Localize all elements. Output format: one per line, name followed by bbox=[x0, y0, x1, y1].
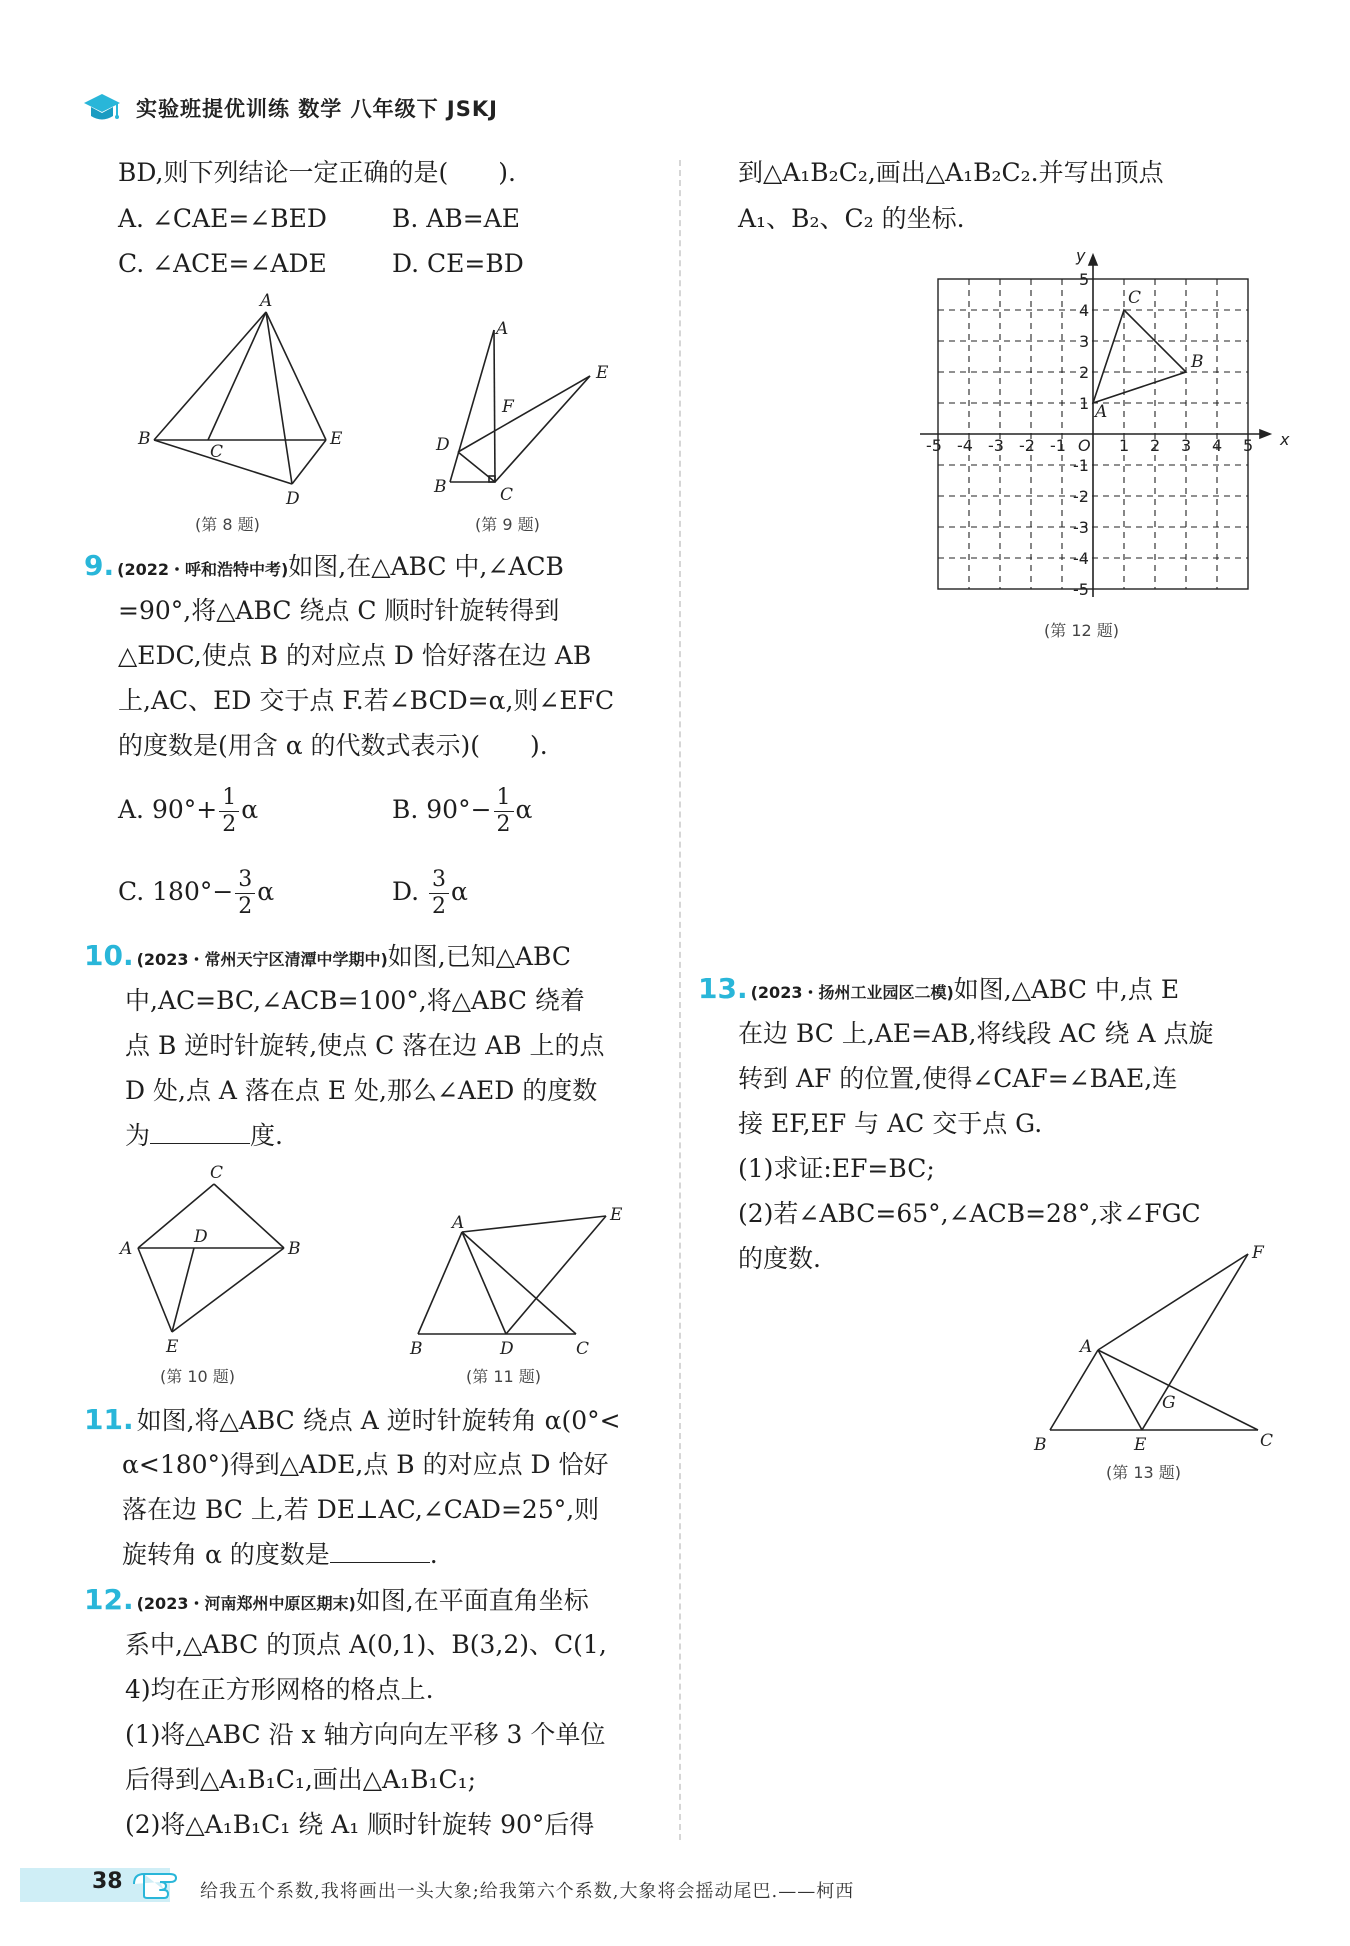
fig8-label-d: D bbox=[286, 489, 300, 509]
q9-option-d: D. $\frac{3}{2}$ α bbox=[392, 867, 468, 919]
q9-line-5: 的度数是(用含 α 的代数式表示)( ). bbox=[118, 731, 548, 760]
x-tick-label: -5 bbox=[926, 436, 942, 455]
answer-blank bbox=[330, 1534, 430, 1563]
y-tick-label: 2 bbox=[1079, 363, 1090, 382]
q9-option-b: B. 90°− $\frac{1}{2}$ α bbox=[392, 785, 533, 837]
fraction: $\frac{3}{2}$ bbox=[235, 867, 255, 920]
q13-line-4: 接 EF,EF 与 AC 交于点 G. bbox=[738, 1109, 1043, 1138]
q13-line-2: 在边 BC 上,AE=AB,将线段 AC 绕 A 点旋 bbox=[738, 1019, 1214, 1048]
q12-line-3: 4)均在正方形网格的格点上. bbox=[125, 1675, 434, 1704]
q11-line-3: 落在边 BC 上,若 DE⊥AC,∠CAD=25°,则 bbox=[122, 1495, 600, 1524]
fig11-caption: (第 11 题) bbox=[466, 1367, 542, 1386]
q9-line-1: 9. (2022・呼和浩特中考)如图,在△ABC 中,∠ACB bbox=[84, 549, 564, 582]
q10-line-5: 为 度. bbox=[125, 1113, 283, 1159]
page-number: 38 bbox=[92, 1869, 123, 1894]
x-tick-label: -3 bbox=[988, 436, 1004, 455]
q13-line-6: (2)若∠ABC=65°,∠ACB=28°,求∠FGC bbox=[738, 1199, 1201, 1228]
q12-right-line-1: 到△A₁B₂C₂,画出△A₁B₂C₂.并写出顶点 bbox=[738, 158, 1164, 187]
q9-line-3: △EDC,使点 B 的对应点 D 恰好落在边 AB bbox=[118, 641, 592, 670]
fig13-label-a: A bbox=[1080, 1337, 1093, 1357]
answer-blank bbox=[150, 1115, 250, 1144]
y-tick-label: -3 bbox=[1073, 518, 1089, 537]
book-title: 实验班提优训练 数学 八年级下 JSKJ bbox=[136, 97, 498, 121]
x-tick-label: 1 bbox=[1119, 436, 1130, 455]
fig9-label-a: A bbox=[496, 319, 509, 339]
y-tick-label: 3 bbox=[1079, 332, 1090, 351]
fig9-label-f: F bbox=[502, 397, 514, 417]
q9-line-4: 上,AC、ED 交于点 F.若∠BCD=α,则∠EFC bbox=[118, 686, 615, 715]
fig9-caption: (第 9 题) bbox=[475, 515, 540, 534]
fig10-label-a: A bbox=[120, 1239, 133, 1259]
fraction: $\frac{1}{2}$ bbox=[219, 785, 239, 838]
q12-line-4: (1)将△ABC 沿 x 轴方向向左平移 3 个单位 bbox=[125, 1720, 606, 1749]
q13-line-7: 的度数. bbox=[738, 1244, 821, 1273]
fraction: $\frac{1}{2}$ bbox=[494, 785, 514, 838]
x-tick-label: -1 bbox=[1050, 436, 1066, 455]
y-tick-label: -4 bbox=[1073, 549, 1089, 568]
fig13-label-g: G bbox=[1162, 1393, 1176, 1413]
x-tick-label: -2 bbox=[1019, 436, 1035, 455]
q12-line-5: 后得到△A₁B₁C₁,画出△A₁B₁C₁; bbox=[125, 1765, 477, 1794]
fig11-label-a: A bbox=[452, 1213, 465, 1233]
q8-option-b: B. AB=AE bbox=[392, 204, 520, 233]
figure-12-grid bbox=[908, 245, 1288, 600]
q13-line-3: 转到 AF 的位置,使得∠CAF=∠BAE,连 bbox=[738, 1064, 1178, 1093]
fig12-label-b: B bbox=[1191, 352, 1204, 372]
q8-option-d: D. CE=BD bbox=[392, 249, 524, 278]
q10-line-1: 10. (2023・常州天宁区清潭中学期中)如图,已知△ABC bbox=[84, 939, 571, 972]
x-tick-label: 2 bbox=[1150, 436, 1161, 455]
q9-option-c: C. 180°− $\frac{3}{2}$ α bbox=[118, 867, 275, 919]
y-tick-label: -5 bbox=[1073, 580, 1089, 599]
figure-10 bbox=[112, 1160, 312, 1360]
q12-right-line-2: A₁、B₂、C₂ 的坐标. bbox=[738, 204, 965, 233]
q12-line-1: 12. (2023・河南郑州中原区期末)如图,在平面直角坐标 bbox=[84, 1583, 589, 1616]
fig13-label-f: F bbox=[1252, 1243, 1264, 1263]
q10-line-4: D 处,点 A 落在点 E 处,那么∠AED 的度数 bbox=[125, 1076, 598, 1105]
x-tick-label: 5 bbox=[1243, 436, 1254, 455]
pointing-hand-icon bbox=[130, 1862, 186, 1902]
q8-continued: BD,则下列结论一定正确的是( ). bbox=[118, 158, 516, 187]
q11-line-4: 旋转角 α 的度数是 . bbox=[122, 1532, 438, 1578]
q11-line-2: α<180°)得到△ADE,点 B 的对应点 D 恰好 bbox=[122, 1450, 609, 1479]
fig8-label-a: A bbox=[260, 291, 273, 311]
q12-line-2: 系中,△ABC 的顶点 A(0,1)、B(3,2)、C(1, bbox=[125, 1630, 607, 1659]
figure-9 bbox=[420, 316, 620, 506]
y-tick-label: 1 bbox=[1079, 394, 1090, 413]
fig9-label-b: B bbox=[434, 477, 447, 497]
graduation-cap-icon bbox=[82, 92, 122, 124]
fig13-caption: (第 13 题) bbox=[1106, 1463, 1182, 1482]
q13-line-1: 13. (2023・扬州工业园区二模)如图,△ABC 中,点 E bbox=[698, 972, 1180, 1005]
fig10-label-c: C bbox=[210, 1163, 224, 1183]
fig10-label-b: B bbox=[288, 1239, 301, 1259]
fig10-label-e: E bbox=[166, 1337, 179, 1357]
y-tick-label: 5 bbox=[1079, 270, 1090, 289]
figure-11 bbox=[400, 1196, 630, 1362]
fig11-label-c: C bbox=[576, 1339, 590, 1359]
fig13-label-c: C bbox=[1260, 1431, 1274, 1451]
fig11-label-d: D bbox=[500, 1339, 514, 1359]
fig8-label-c: C bbox=[210, 442, 224, 462]
fig12-caption: (第 12 题) bbox=[1044, 621, 1120, 640]
q8-option-c: C. ∠ACE=∠ADE bbox=[118, 249, 327, 278]
fig9-label-d: D bbox=[436, 435, 450, 455]
fig9-label-e: E bbox=[596, 363, 609, 383]
q12-line-6: (2)将△A₁B₁C₁ 绕 A₁ 顺时针旋转 90°后得 bbox=[125, 1810, 595, 1839]
y-tick-label: -1 bbox=[1073, 456, 1089, 475]
y-axis-label: y bbox=[1076, 246, 1086, 265]
fig11-label-b: B bbox=[410, 1339, 423, 1359]
fig13-label-e: E bbox=[1134, 1435, 1147, 1455]
fig9-label-c: C bbox=[500, 485, 514, 505]
x-tick-label: 3 bbox=[1181, 436, 1192, 455]
origin-label: O bbox=[1078, 436, 1091, 455]
y-tick-label: -2 bbox=[1073, 487, 1089, 506]
x-tick-label: -4 bbox=[957, 436, 973, 455]
q10-line-3: 点 B 逆时针旋转,使点 C 落在边 AB 上的点 bbox=[125, 1031, 605, 1060]
x-axis-label: x bbox=[1280, 430, 1290, 449]
page-header bbox=[82, 92, 498, 124]
q10-line-2: 中,AC=BC,∠ACB=100°,将△ABC 绕着 bbox=[125, 986, 585, 1015]
y-tick-label: 4 bbox=[1079, 301, 1090, 320]
fig10-caption: (第 10 题) bbox=[160, 1367, 236, 1386]
column-divider bbox=[679, 160, 681, 1840]
figure-13 bbox=[1028, 1240, 1288, 1460]
q13-line-5: (1)求证:EF=BC; bbox=[738, 1154, 935, 1183]
fig10-label-d: D bbox=[194, 1227, 208, 1247]
fig12-label-a: A bbox=[1095, 402, 1108, 422]
fig8-label-b: B bbox=[138, 429, 151, 449]
fig12-label-c: C bbox=[1128, 288, 1142, 308]
q8-option-a: A. ∠CAE=∠BED bbox=[118, 204, 327, 233]
q11-line-1: 11. 如图,将△ABC 绕点 A 逆时针旋转角 α(0°< bbox=[84, 1403, 621, 1436]
q9-line-2: =90°,将△ABC 绕点 C 顺时针旋转得到 bbox=[118, 596, 560, 625]
footer-quote: 给我五个系数,我将画出一头大象;给我第六个系数,大象将会摇动尾巴.——柯西 bbox=[200, 1881, 855, 1902]
fraction: $\frac{3}{2}$ bbox=[429, 867, 449, 920]
fig8-label-e: E bbox=[330, 429, 343, 449]
fig13-label-b: B bbox=[1034, 1435, 1047, 1455]
figure-8 bbox=[130, 292, 360, 510]
x-tick-label: 4 bbox=[1212, 436, 1223, 455]
fig11-label-e: E bbox=[610, 1205, 623, 1225]
q9-option-a: A. 90°+ $\frac{1}{2}$ α bbox=[118, 785, 259, 837]
fig8-caption: (第 8 题) bbox=[195, 515, 260, 534]
